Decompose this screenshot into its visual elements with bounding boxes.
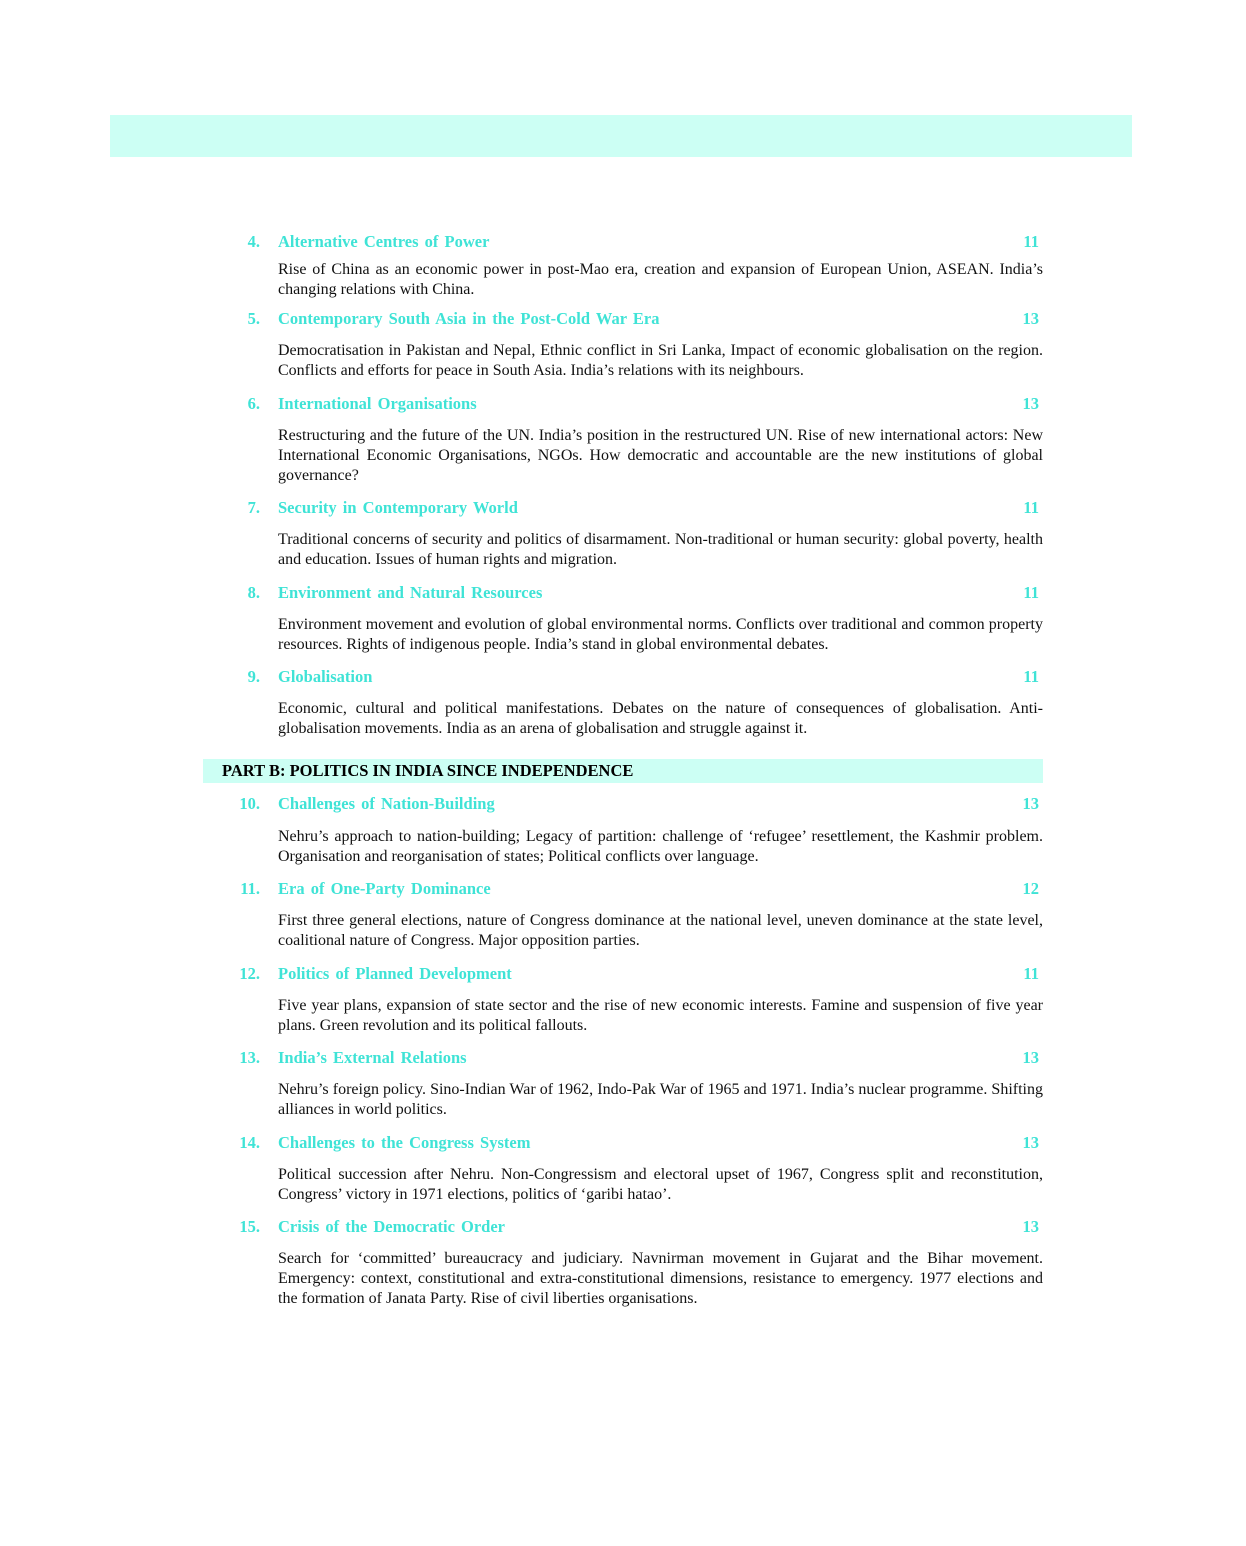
unit-number: 7. [247, 498, 260, 517]
unit-marks: 11 [1023, 583, 1039, 602]
unit-number: 6. [247, 394, 260, 413]
unit-description: Rise of China as an economic power in post-Mao era, creation and expansion of European Union, ASEAN. India’s changing relations with China. [278, 261, 1043, 298]
unit-title: Politics of Planned Development [278, 964, 512, 983]
unit-description: First three general elections, nature of Congress dominance at the national level, uneven dominance at the state level, coalitional nature of Congress. Major opposition parties. [278, 912, 1043, 949]
unit-title: Environment and Natural Resources [278, 583, 543, 602]
part-b-heading: PART B: POLITICS IN INDIA SINCE INDEPENDENCE [222, 761, 634, 780]
unit-description: Five year plans, expansion of state sector and the rise of new economic interests. Famine and suspension of five year plans. Green revolution and its political fallouts. [278, 997, 1043, 1034]
unit-marks: 12 [1022, 879, 1039, 898]
unit-title: Contemporary South Asia in the Post-Cold War Era [278, 309, 660, 328]
unit-number: 11. [240, 879, 260, 898]
unit-marks: 13 [1022, 1048, 1039, 1067]
unit-title: India’s External Relations [278, 1048, 467, 1067]
header-band [110, 115, 1132, 157]
unit-marks: 13 [1022, 1133, 1039, 1152]
unit-marks: 11 [1023, 498, 1039, 517]
unit-marks: 13 [1022, 794, 1039, 813]
unit-marks: 13 [1022, 1217, 1039, 1236]
unit-title: Era of One-Party Dominance [278, 879, 491, 898]
unit-description: Democratisation in Pakistan and Nepal, Ethnic conflict in Sri Lanka, Impact of economic globalisation on the region. Conflicts and efforts for peace in South Asia. India’s relations with its neighbours. [278, 342, 1043, 379]
unit-description: Nehru’s foreign policy. Sino-Indian War of 1962, Indo-Pak War of 1965 and 1971. India’s nuclear programme. Shifting alliances in world politics. [278, 1081, 1043, 1118]
unit-title: International Organisations [278, 394, 477, 413]
unit-description: Restructuring and the future of the UN. India’s position in the restructured UN. Rise of new international actors: New International Economic Organisations, NGOs. How democratic and accountable are the new institutions of global governance? [278, 427, 1043, 484]
unit-description: Nehru’s approach to nation-building; Legacy of partition: challenge of ‘refugee’ resettlement, the Kashmir problem. Organisation and reorganisation of states; Political conflicts over language. [278, 828, 1043, 865]
unit-marks: 13 [1022, 309, 1039, 328]
unit-marks: 11 [1023, 232, 1039, 251]
unit-title: Security in Contemporary World [278, 498, 518, 517]
unit-marks: 11 [1023, 964, 1039, 983]
unit-marks: 11 [1023, 667, 1039, 686]
unit-number: 8. [247, 583, 260, 602]
unit-title: Alternative Centres of Power [278, 232, 490, 251]
unit-title: Crisis of the Democratic Order [278, 1217, 506, 1236]
unit-title: Challenges of Nation-Building [278, 794, 495, 813]
unit-number: 4. [247, 232, 260, 251]
unit-description: Traditional concerns of security and politics of disarmament. Non-traditional or human security: global poverty, health and education. Issues of human rights and migration. [278, 531, 1043, 568]
unit-marks: 13 [1022, 394, 1039, 413]
unit-description: Search for ‘committed’ bureaucracy and judiciary. Navnirman movement in Gujarat and the Bihar movement. Emergency: context, constitutional and extra-constitutional dimensions, resistance to emergency. 1977 elections and the formation of Janata Party. Rise of civil liberties organisations. [278, 1250, 1043, 1307]
unit-number: 9. [247, 667, 260, 686]
unit-description: Environment movement and evolution of global environmental norms. Conflicts over traditional and common property resources. Rights of indigenous people. India’s stand in global environmental debates. [278, 616, 1043, 653]
unit-number: 15. [239, 1217, 260, 1236]
unit-description: Political succession after Nehru. Non-Congressism and electoral upset of 1967, Congress split and reconstitution, Congress’ victory in 1971 elections, politics of ‘garibi hatao’. [278, 1166, 1043, 1203]
unit-number: 12. [239, 964, 260, 983]
unit-description: Economic, cultural and political manifestations. Debates on the nature of consequences of globalisation. Anti-globalisation movements. India as an arena of globalisation and struggle against it. [278, 700, 1043, 737]
unit-number: 13. [239, 1048, 260, 1067]
unit-number: 10. [239, 794, 260, 813]
unit-title: Globalisation [278, 667, 373, 686]
unit-title: Challenges to the Congress System [278, 1133, 531, 1152]
unit-number: 5. [247, 309, 260, 328]
unit-number: 14. [239, 1133, 260, 1152]
